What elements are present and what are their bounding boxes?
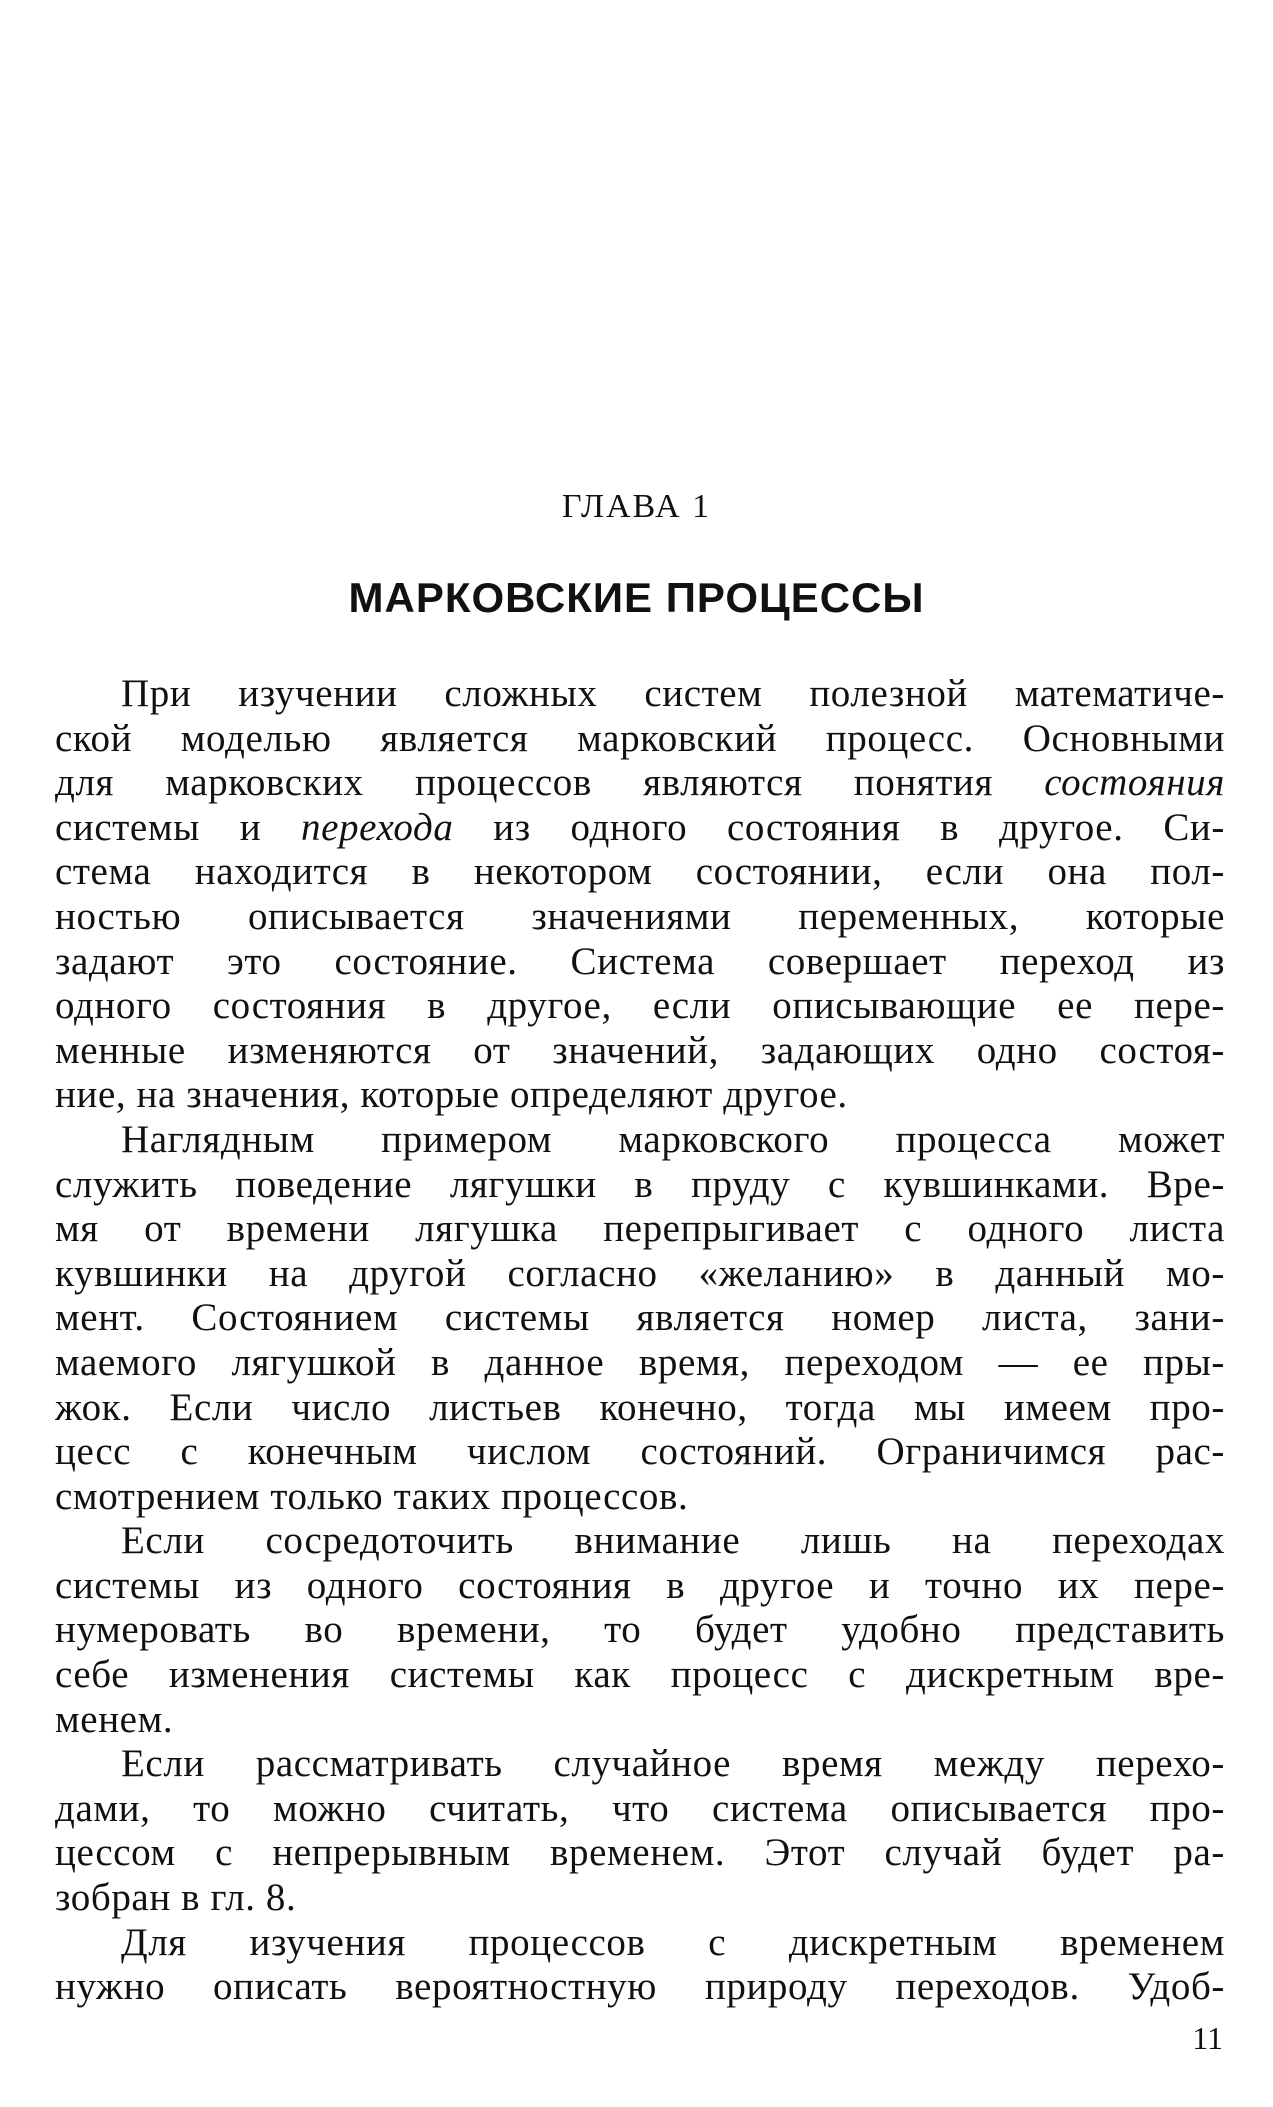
text-line: При изучении сложных систем полезной математиче- — [121, 672, 1225, 715]
text-line: зобран в гл. 8. — [55, 1876, 297, 1920]
text-line: Если сосредоточить внимание лишь на переходах — [121, 1519, 1225, 1563]
text-line: ностью описывается значениями переменных, которые — [55, 894, 1225, 938]
paragraph — [55, 672, 1225, 1118]
text-line: кувшинки на другой согласно «желанию» в данный мо- — [55, 1251, 1225, 1295]
text-line: системы из одного состояния в другое и точно их пере- — [55, 1563, 1225, 1607]
page-number: 11 — [1192, 2020, 1223, 2056]
text-line — [55, 806, 1225, 851]
chapter-label: ГЛАВА 1 — [561, 488, 712, 525]
text-segment: для марковских процессов являются понятия — [55, 761, 1045, 805]
text-line: Для изучения процессов с дискретным временем — [121, 1920, 1225, 1964]
text-line: маемого лягушкой в данное время, переходом — ее пры- — [55, 1340, 1225, 1384]
text-line: дами, то можно считать, что система описывается про- — [55, 1786, 1225, 1830]
text-line: ской моделью является марковский процесс. Основными — [55, 716, 1225, 760]
text-line: менные изменяются от значений, задающих одно состоя- — [55, 1028, 1225, 1072]
text-line: цессом с непрерывным временем. Этот случай будет ра- — [55, 1831, 1225, 1875]
text-line: задают это состояние. Система совершает переход из — [55, 939, 1225, 983]
text-segment: системы и — [55, 805, 301, 849]
text-line: служить поведение лягушки в пруду с кувшинками. Вре- — [55, 1162, 1225, 1206]
text-line: Если рассматривать случайное время между перехо- — [121, 1742, 1225, 1786]
text-line: стема находится в некотором состоянии, если она пол- — [55, 850, 1225, 894]
text-line: мя от времени лягушка перепрыгивает с одного листа — [55, 1207, 1225, 1251]
text-line: жок. Если число листьев конечно, тогда мы имеем про- — [55, 1385, 1225, 1429]
text-line — [55, 761, 1225, 806]
text-line: нумеровать во времени, то будет удобно представить — [55, 1608, 1225, 1652]
emphasized-term: перехода — [300, 805, 454, 849]
chapter-title: МАРКОВСКИЕ ПРОЦЕССЫ — [348, 574, 925, 621]
emphasized-term: состояния — [1044, 761, 1225, 805]
text-segment: из одного состояния в другое. Си- — [453, 805, 1225, 849]
text-line: одного состояния в другое, если описывающие ее пере- — [55, 984, 1225, 1028]
text-line: мент. Состоянием системы является номер листа, зани- — [55, 1296, 1225, 1340]
text-line: ние, на значения, которые определяют другое. — [55, 1073, 848, 1117]
text-line: менем. — [55, 1697, 174, 1741]
text-line: Наглядным примером марковского процесса может — [121, 1117, 1225, 1161]
text-line: себе изменения системы как процесс с дискретным вре- — [55, 1653, 1225, 1697]
text-line: смотрением только таких процессов. — [55, 1474, 689, 1518]
text-line: цесс с конечным числом состояний. Ограничимся рас- — [55, 1430, 1225, 1474]
body-text — [55, 672, 1225, 2010]
paragraph — [55, 1921, 1225, 2010]
paragraph — [55, 1118, 1225, 1519]
text-line: нужно описать вероятностную природу переходов. Удоб- — [55, 1965, 1225, 2009]
paragraph — [55, 1519, 1225, 1742]
paragraph — [55, 1742, 1225, 1920]
